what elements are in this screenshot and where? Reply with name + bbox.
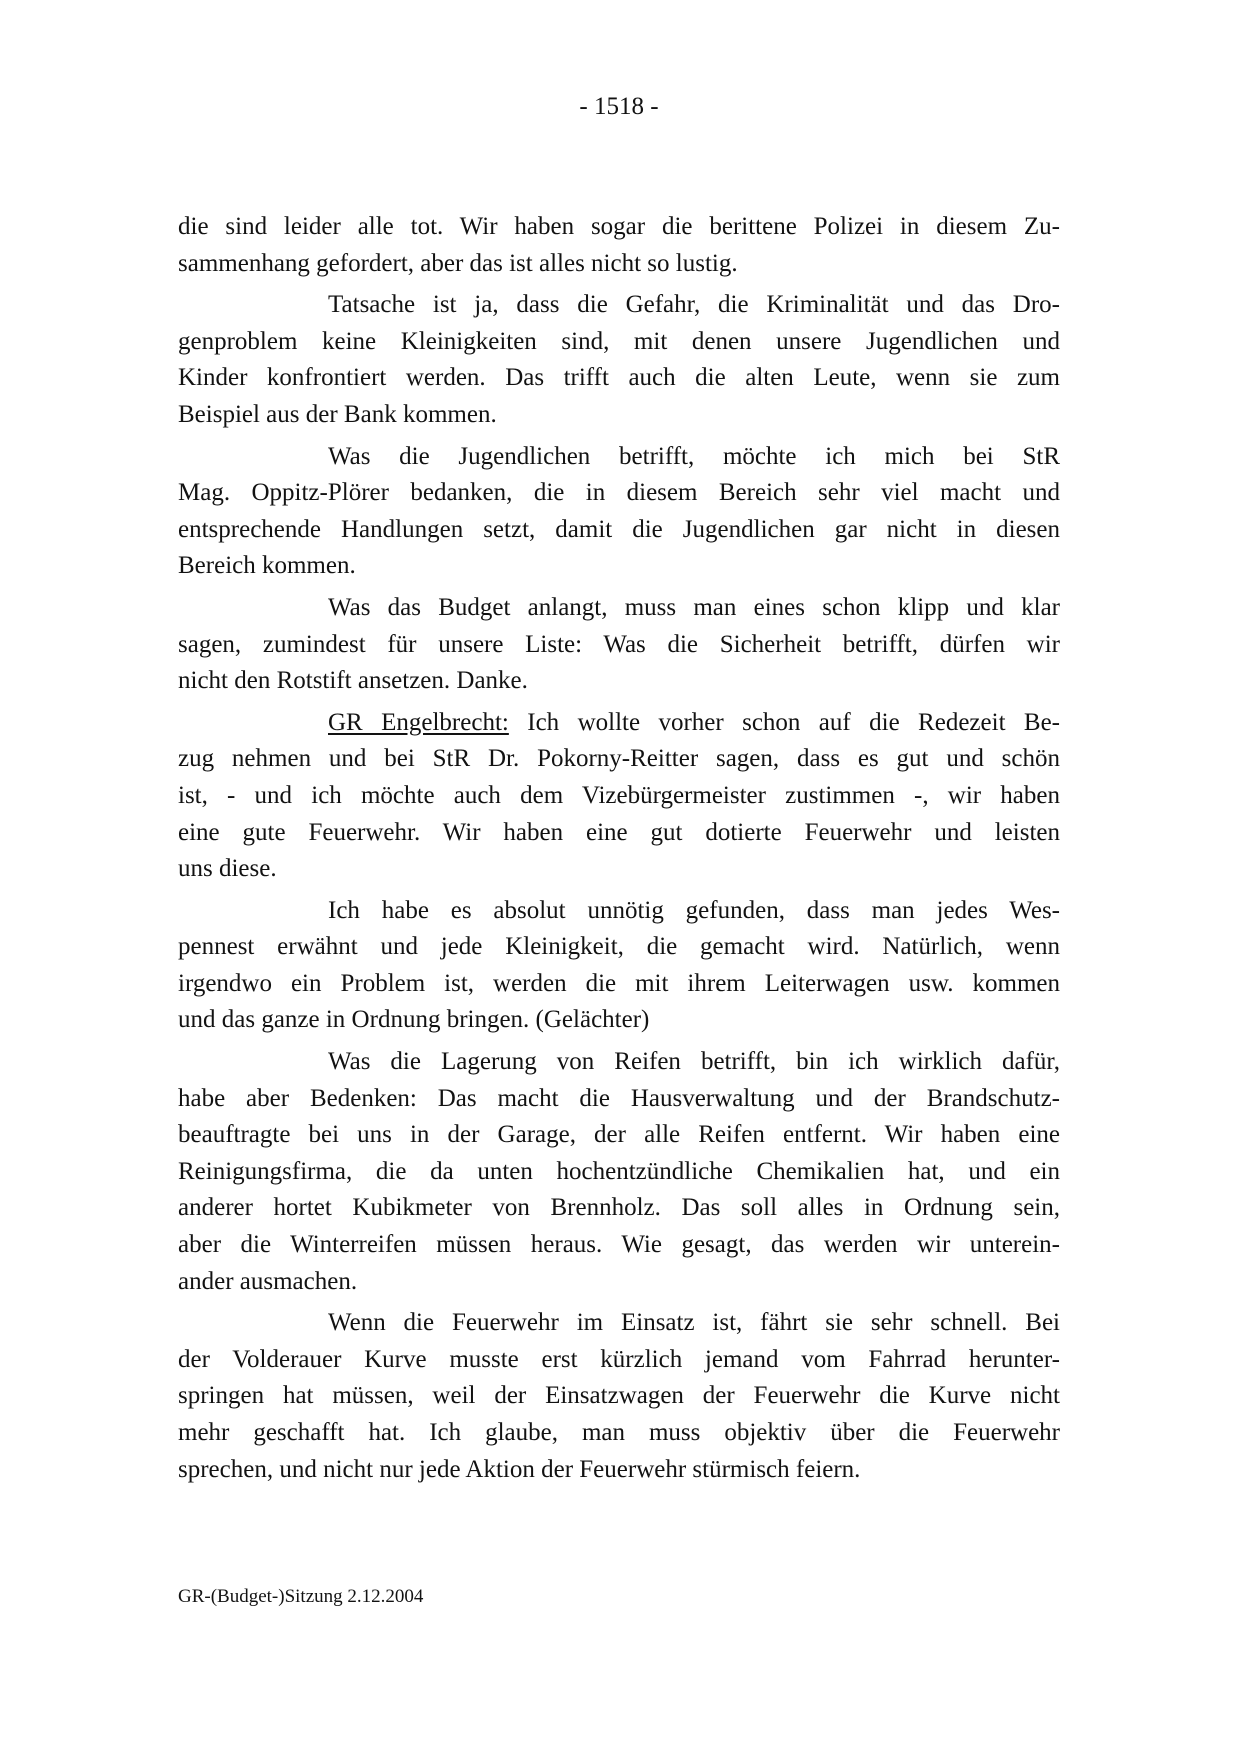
text-line: beauftragte bei uns in der Garage, der alle Reifen entfernt. Wir haben eine	[178, 1121, 1060, 1149]
text-line: Mag. Oppitz-Plörer bedanken, die in diesem Bereich sehr viel macht und	[178, 479, 1060, 507]
text-line: die sind leider alle tot. Wir haben sogar die berittene Polizei in diesem Zu-	[178, 213, 1060, 240]
text-line: pennest erwähnt und jede Kleinigkeit, die gemacht wird. Natürlich, wenn	[178, 933, 1060, 961]
text-line: nicht den Rotstift ansetzen. Danke.	[178, 667, 528, 695]
paragraph	[178, 209, 1060, 282]
text-line: der Volderauer Kurve musste erst kürzlich jemand vom Fahrrad herunter-	[178, 1345, 1060, 1373]
text-line: Was die Lagerung von Reifen betrifft, bin ich wirklich dafür,	[328, 1048, 1060, 1076]
page-footer: GR-(Budget-)Sitzung 2.12.2004	[178, 1586, 424, 1607]
text-line: zug nehmen und bei StR Dr. Pokorny-Reitter sagen, dass es gut und schön	[178, 745, 1060, 773]
text-line: Ich habe es absolut unnötig gefunden, dass man jedes Wes-	[328, 896, 1060, 924]
text-line: sprechen, und nicht nur jede Aktion der Feuerwehr stürmisch feiern.	[178, 1455, 861, 1483]
paragraph	[178, 287, 1060, 433]
text-line: Wenn die Feuerwehr im Einsatz ist, fährt sie sehr schnell. Bei	[328, 1309, 1060, 1337]
text-line: irgendwo ein Problem ist, werden die mit ihrem Leiterwagen usw. kommen	[178, 969, 1060, 997]
text-line: mehr geschafft hat. Ich glaube, man muss objektiv über die Feuerwehr	[178, 1419, 1060, 1446]
text-line: sammenhang gefordert, aber das ist alles nicht so lustig.	[178, 249, 738, 277]
text-line: Beispiel aus der Bank kommen.	[178, 400, 497, 428]
text-line: Kinder konfrontiert werden. Das trifft auch die alten Leute, wenn sie zum	[178, 364, 1060, 392]
paragraph	[178, 590, 1060, 700]
text-line: GR Engelbrecht: Ich wollte vorher schon auf die Redezeit Be-	[328, 708, 1061, 736]
text-line: ander ausmachen.	[178, 1267, 358, 1295]
paragraph	[178, 705, 1060, 888]
text-line: anderer hortet Kubikmeter von Brennholz. Das soll alles in Ordnung sein,	[178, 1194, 1060, 1222]
text-line: aber die Winterreifen müssen heraus. Wie gesagt, das werden wir unterein-	[178, 1231, 1060, 1259]
text-line: sagen, zumindest für unsere Liste: Was die Sicherheit betrifft, dürfen wir	[178, 630, 1060, 658]
text-line: Reinigungsfirma, die da unten hochentzündliche Chemikalien hat, und ein	[178, 1157, 1060, 1185]
text-line: eine gute Feuerwehr. Wir haben eine gut dotierte Feuerwehr und leisten	[178, 818, 1060, 846]
text-line: Bereich kommen.	[178, 552, 356, 580]
paragraph	[178, 893, 1060, 1039]
text-line: springen hat müssen, weil der Einsatzwagen der Feuerwehr die Kurve nicht	[178, 1382, 1060, 1410]
text-line: ist, - und ich möchte auch dem Vizebürgermeister zustimmen -, wir haben	[178, 781, 1060, 809]
text-line: uns diese.	[178, 855, 277, 883]
document-body	[178, 209, 1060, 1488]
text-line: Was die Jugendlichen betrifft, möchte ich mich bei StR	[328, 442, 1060, 470]
paragraph	[178, 1044, 1060, 1300]
speaker-name: GR Engelbrecht:	[328, 708, 509, 736]
paragraph	[178, 439, 1060, 585]
text-line: Tatsache ist ja, dass die Gefahr, die Kriminalität und das Dro-	[328, 291, 1060, 319]
paragraph	[178, 1305, 1060, 1488]
text-line: entsprechende Handlungen setzt, damit die Jugendlichen gar nicht in diesen	[178, 515, 1060, 543]
text-line: genproblem keine Kleinigkeiten sind, mit denen unsere Jugendlichen und	[178, 327, 1060, 355]
text-line: Was das Budget anlangt, muss man eines schon klipp und klar	[328, 593, 1060, 621]
page-number: - 1518 -	[579, 93, 659, 120]
text-line: habe aber Bedenken: Das macht die Hausverwaltung und der Brandschutz-	[178, 1084, 1060, 1112]
text-line: und das ganze in Ordnung bringen. (Gelächter)	[178, 1006, 650, 1034]
